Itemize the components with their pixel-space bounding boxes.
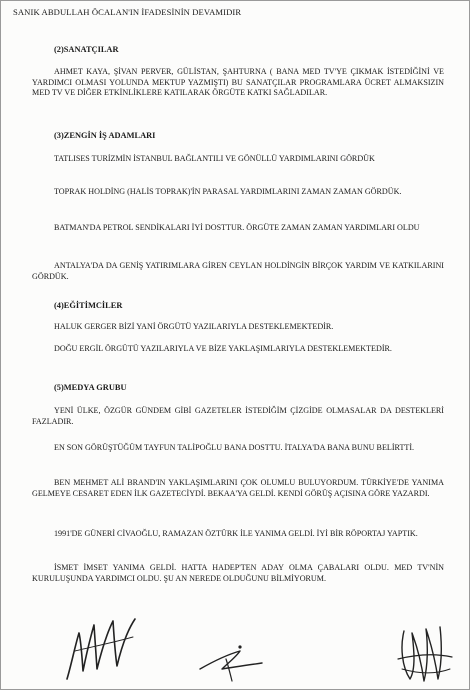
- paragraph: ANTALYA'DA DA GENİŞ YATIRIMLARA GİREN CEYLAN HOLDİNGİN BİRÇOK YARDIM VE KATKILARINI GÖRDÜK.: [32, 261, 444, 281]
- signature-right: [394, 619, 456, 685]
- paragraph: 1991'DE GÜNERİ CİVAOĞLU, RAMAZAN ÖZTÜRK İLE YANIMA GELDİ. İYİ BİR RÖPORTAJ YAPTIK.: [54, 529, 418, 538]
- section-heading: (5)MEDYA GRUBU: [54, 383, 127, 392]
- paragraph: TOPRAK HOLDİNG (HALİS TOPRAK)'İN PARASAL YARDIMLARINI ZAMAN ZAMAN GÖRDÜK.: [54, 187, 402, 196]
- page-header: SANIK ABDULLAH ÖCALAN'IN İFADESİNİN DEVAMIDIR: [13, 7, 242, 17]
- paragraph: BATMAN'DA PETROL SENDİKALARI İYİ DOSTTUR. ÖRGÜTE ZAMAN ZAMAN YARDIMLARI OLDU: [54, 223, 420, 232]
- paragraph: İSMET İMSET YANIMA GELDİ. HATTA HADEP'TEN ADAY OLMA ÇABALARI OLDU. MED TV'NİN KURULUŞUNDA YARDIMCI OLDU. ŞU AN NEREDE OLDUĞUNU BİLMİYORUM.: [32, 563, 444, 583]
- paragraph: AHMET KAYA, ŞİVAN PERVER, GÜLİSTAN, ŞAHTURNA ( BANA MED TV'YE ÇIKMAK İSTEDİĞİNİ VE YARDIMCI OLMASI YOLUNDA MEKTUP YAZMIŞTI) BU SANATÇILAR PROGRAMLARA ÜCRET ALMAKSIZIN MED TV VE DİĞER ETKİNLİKLERE KATILARAK ÖRGÜTE KATKI SAĞLADILAR.: [32, 67, 444, 98]
- section-heading: (2)SANATÇILAR: [54, 45, 119, 54]
- paragraph: BEN MEHMET ALİ BRAND'IN YAKLAŞIMLARINI ÇOK OLUMLU BULUYORDUM. TÜRKİYE'DE YANIMA GELMEYE CESARET EDEN İLK GAZETECİYDİ. BEKAA'YA GELDİ. KENDİ GÖRÜŞ AÇISINA GÖRE YAZARDI.: [32, 478, 444, 498]
- paragraph: TATLISES TURİZMİN İSTANBUL BAĞLANTILI VE GÖNÜLLÜ YARDIMLARINI GÖRDÜK: [54, 154, 375, 163]
- section-heading: (4)EĞİTİMCİLER: [54, 301, 123, 310]
- paragraph: DOĞU ERGİL ÖRGÜTÜ YAZILARIYLA VE BİZE YAKLAŞIMLARIYLA DESTEKLEMEKTEDİR.: [54, 344, 392, 353]
- section-heading: (3)ZENGİN İŞ ADAMLARI: [54, 131, 156, 140]
- paragraph: EN SON GÖRÜŞTÜĞÜM TAYFUN TALİPOĞLU BANA DOSTTU. İTALYA'DA BANA BUNU BELİRTTİ.: [54, 443, 415, 452]
- signature-middle: [196, 641, 266, 686]
- paragraph: HALUK GERGER BİZİ YANİ ÖRGÜTÜ YAZILARIYLA DESTEKLEMEKTEDİR.: [54, 322, 334, 331]
- signature-left: [61, 611, 151, 686]
- paragraph: YENİ ÜLKE, ÖZGÜR GÜNDEM GİBİ GAZETELER İSTEDİĞİM ÇİZGİDE OLMASALAR DA DESTEKLERİ FAZLADIR.: [32, 406, 444, 426]
